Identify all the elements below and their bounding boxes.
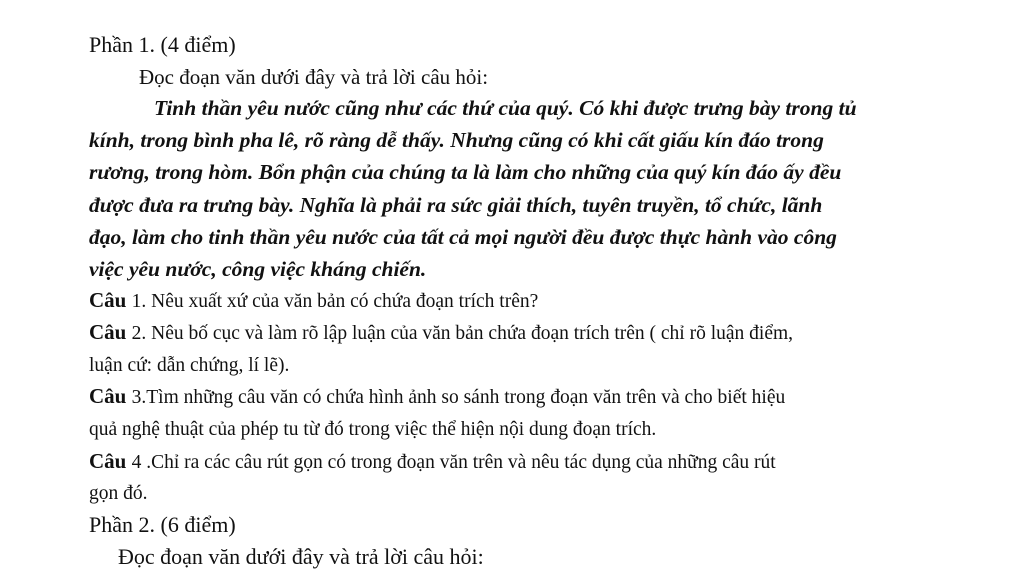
passage-line: Tinh thần yêu nước cũng như các thứ của quý. Có khi được trưng bày trong tủ [154, 96, 857, 120]
part1-title: Phần 1. (4 điểm) [89, 32, 236, 57]
question-2-continuation: luận cứ: dẫn chứng, lí lẽ). [89, 355, 290, 376]
passage-line: đạo, làm cho tinh thần yêu nước của tất cả mọi người đều được thực hành vào công [89, 225, 837, 249]
question-label: Câu [89, 320, 127, 344]
passage-line: rương, trong hòm. Bổn phận của chúng ta là làm cho những của quý kín đáo ấy đều [89, 160, 842, 184]
question-4 [89, 451, 776, 473]
question-text: 1. Nêu xuất xứ của văn bản có chứa đoạn trích trên? [131, 291, 539, 312]
question-3 [89, 386, 785, 408]
part1-prompt: Đọc đoạn văn dưới đây và trả lời câu hỏi: [139, 65, 489, 89]
question-label: Câu [89, 288, 127, 312]
part2-title: Phần 2. (6 điểm) [89, 512, 236, 537]
question-text: 4 .Chỉ ra các câu rút gọn có trong đoạn văn trên và nêu tác dụng của những câu rút [131, 452, 776, 473]
passage-line: kính, trong bình pha lê, rõ ràng dễ thấy. Nhưng cũng có khi cất giấu kín đáo trong [89, 128, 824, 152]
question-2 [89, 322, 793, 344]
part2-prompt: Đọc đoạn văn dưới đây và trả lời câu hỏi: [118, 544, 484, 569]
question-text: 2. Nêu bố cục và làm rõ lập luận của văn bản chứa đoạn trích trên ( chỉ rõ luận điểm, [131, 323, 794, 344]
question-4-continuation: gọn đó. [89, 483, 148, 504]
question-label: Câu [89, 384, 127, 408]
question-text: 3.Tìm những câu văn có chứa hình ảnh so sánh trong đoạn văn trên và cho biết hiệu [131, 387, 786, 408]
question-label: Câu [89, 449, 127, 473]
passage-line: được đưa ra trưng bày. Nghĩa là phải ra sức giải thích, tuyên truyền, tổ chức, lãnh [89, 193, 823, 217]
question-3-continuation: quả nghệ thuật của phép tu từ đó trong việc thể hiện nội dung đoạn trích. [89, 419, 657, 440]
passage-line: việc yêu nước, công việc kháng chiến. [89, 257, 427, 281]
question-1 [89, 290, 538, 312]
